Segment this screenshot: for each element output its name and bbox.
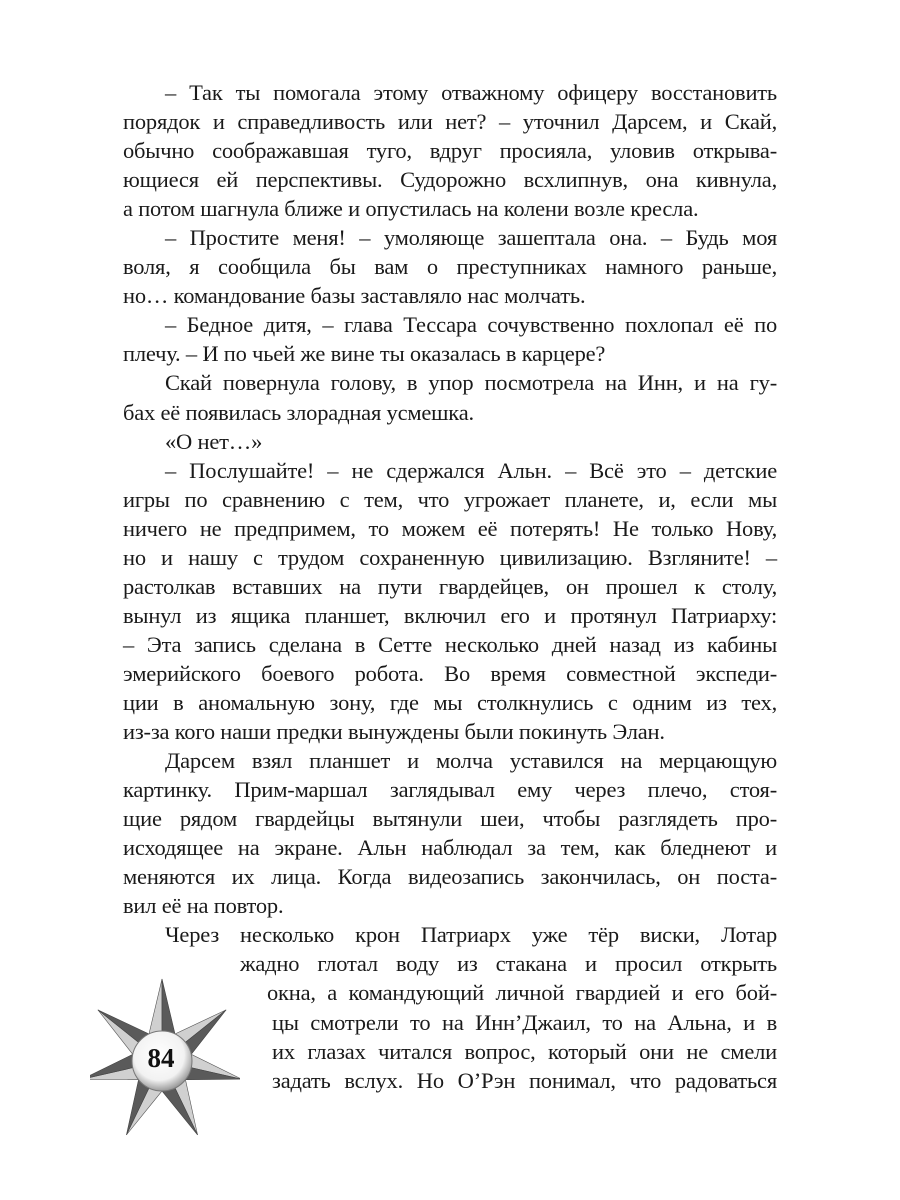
text-line: бах её появилась злорадная усмешка. [123, 399, 474, 425]
text-line: их глазах читался вопрос, который они не смели [272, 1038, 777, 1064]
text-line: порядок и справедливость или нет? – уточнил Дарсем, и Скай, [123, 109, 777, 135]
text-line: обычно соображавшая туго, вдруг просияла, уловив открыва- [123, 138, 777, 164]
text-line: Через несколько крон Патриарх уже тёр виски, Лотар [165, 922, 777, 948]
text-line: Скай повернула голову, в упор посмотрела на Инн, и на гу- [165, 370, 777, 396]
body-text [123, 78, 777, 1095]
text-line: а потом шагнула ближе и опустилась на колени возле кресла. [123, 196, 699, 222]
text-line: но и нашу с трудом сохраненную цивилизацию. Взгляните! – [123, 544, 777, 570]
text-line: ции в аномальную зону, где мы столкнулись с одним из тех, [123, 689, 777, 715]
text-line: – Эта запись сделана в Сетте несколько дней назад из кабины [123, 631, 777, 657]
text-line: из-за кого наши предки вынуждены были покинуть Элан. [123, 719, 665, 745]
page-number: 84 [147, 1043, 175, 1073]
text-line: Дарсем взял планшет и молча уставился на мерцающую [165, 748, 777, 774]
text-line: воля, я сообщила бы вам о преступниках намного раньше, [123, 254, 777, 280]
text-line: вынул из ящика планшет, включил его и протянул Патриарху: [123, 602, 777, 628]
text-line: но… командование базы заставляло нас молчать. [123, 283, 586, 309]
text-line: ющиеся ей перспективы. Судорожно всхлипнув, она кивнула, [123, 167, 777, 193]
text-line: – Послушайте! – не сдержался Альн. – Всё это – детские [165, 457, 777, 483]
text-line: щие рядом гвардейцы вытянули шеи, чтобы разглядеть про- [123, 806, 777, 832]
text-line: «О нет…» [165, 428, 263, 454]
text-line: вил её на повтор. [123, 893, 284, 919]
text-line: эмерийского боевого робота. Во время совместной экспеди- [123, 660, 777, 686]
text-line: – Простите меня! – умоляюще зашептала она. – Будь моя [165, 225, 777, 251]
text-line: растолкав вставших на пути гвардейцев, он прошел к столу, [123, 573, 777, 599]
text-line: плечу. – И по чьей же вине ты оказалась в карцере? [123, 341, 606, 367]
text-line: ничего не предпримем, то можем её потерять! Не только Нову, [123, 515, 777, 541]
text-line: окна, а командующий личной гвардией и его бой- [267, 980, 777, 1006]
text-line: – Так ты помогала этому отважному офицеру восстановить [165, 80, 777, 105]
text-line: картинку. Прим-маршал заглядывал ему через плечо, стоя- [123, 777, 777, 803]
text-line: исходящее на экране. Альн наблюдал за тем, как бледнеют и [123, 835, 777, 861]
text-line: – Бедное дитя, – глава Тессара сочувственно похлопал её по [165, 312, 777, 338]
text-line: жадно глотал воду из стакана и просил открыть [240, 951, 777, 977]
text-line: задать вслух. Но О’Рэн понимал, что радоваться [272, 1067, 777, 1093]
text-line: цы смотрели то на Инн’Джаил, то на Альна, и в [272, 1009, 777, 1035]
text-line: игры по сравнению с тем, что угрожает планете, и, если мы [123, 486, 777, 512]
text-line: меняются их лица. Когда видеозапись закончилась, он поста- [123, 864, 777, 890]
